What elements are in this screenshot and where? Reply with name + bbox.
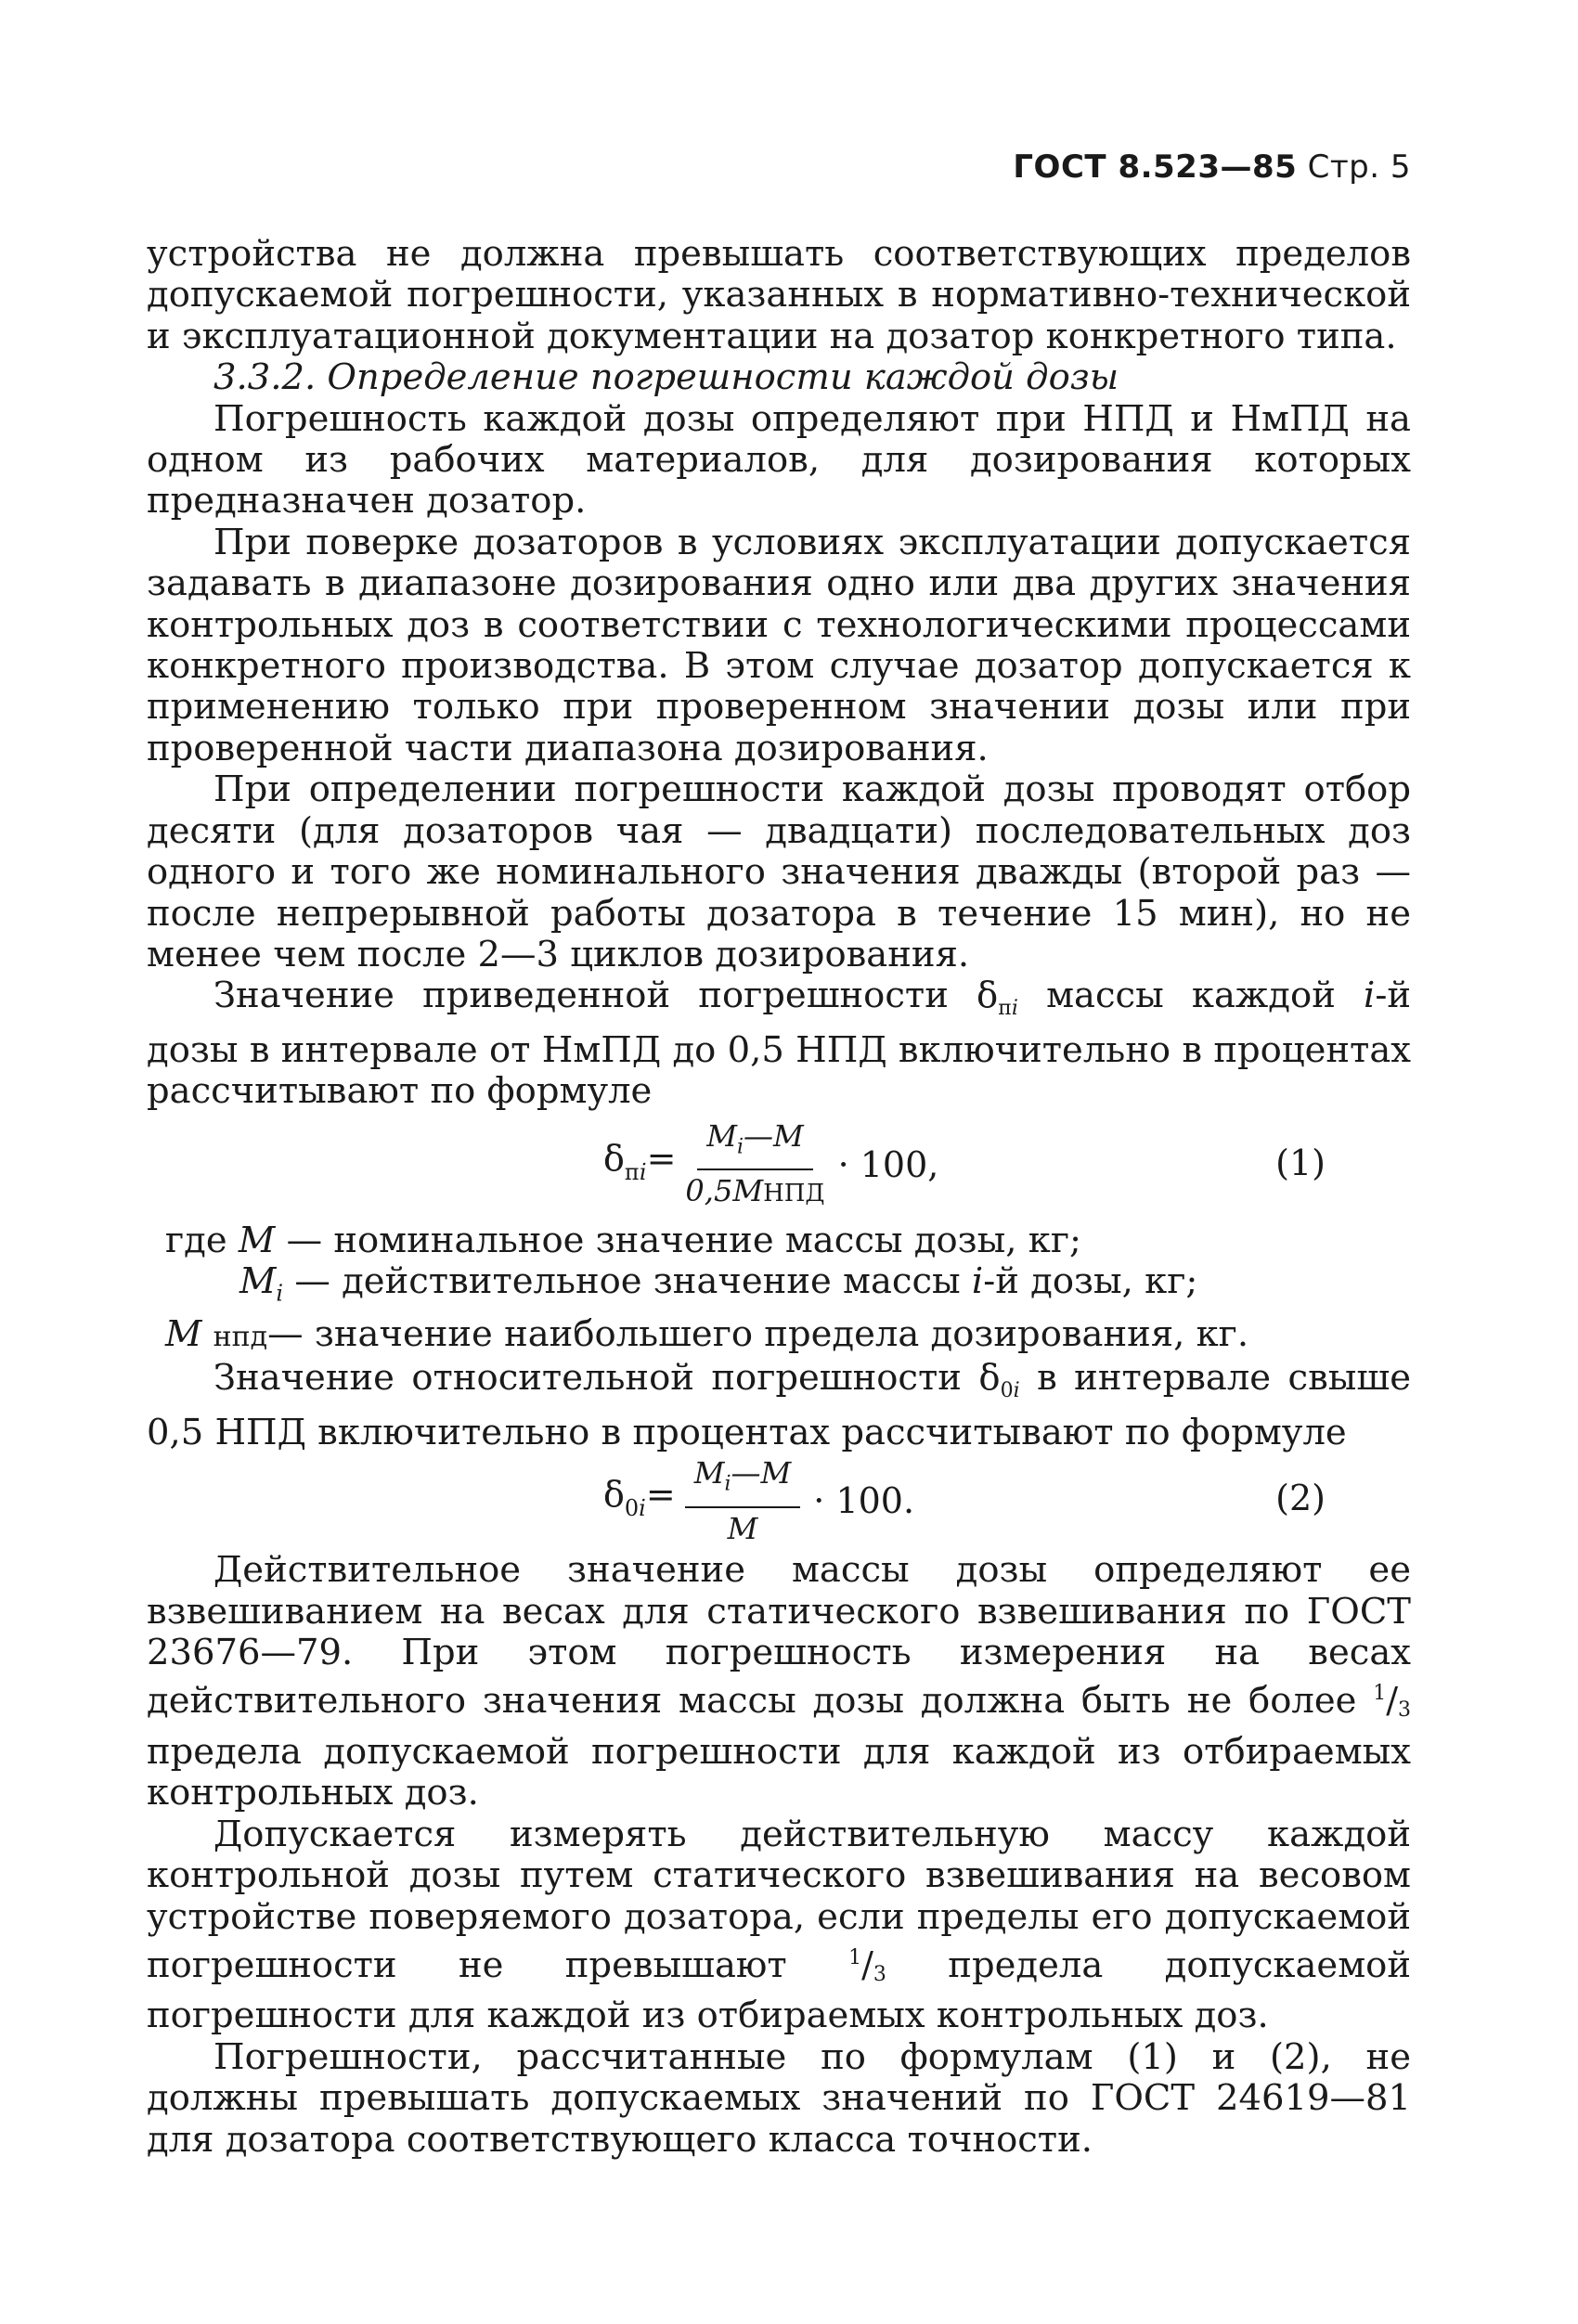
section-heading: 3.3.2. Определение погрешности каждой дозы xyxy=(213,356,1119,399)
paragraph-npd: Погрешность каждой дозы определяют при НПД и НмПД на одном из рабочих материалов, для дозирования которых предназначен дозатор. xyxy=(147,397,1411,523)
formula-2-numerator: $M_i—M$ xyxy=(685,1455,801,1507)
page-number: Стр. 5 xyxy=(1307,148,1411,186)
paragraph-sampling: При определении погрешности каждой дозы проводят отбор десяти (для дозаторов чая — двадцати) последовательных доз одного и того же номинального значения дважды (второй раз — после непрерывной работы дозатора в течение 15 мин), но не менее чем после 2—3 циклов дозирования. xyxy=(147,768,1411,975)
formula-1-multiplier: · 100, xyxy=(837,1144,939,1186)
formula-1 xyxy=(147,1113,1411,1220)
formula-2 xyxy=(147,1453,1411,1550)
formula-1-numerator: $M_i—M$ xyxy=(697,1118,813,1170)
formula-2-denominator: M xyxy=(727,1510,758,1546)
formula-2-multiplier: · 100. xyxy=(813,1480,915,1522)
paragraph-measuring: Допускается измерять действительную массу каждой контрольной дозы путем статического взвешивания на весовом устройстве поверяемого дозатора, если пределы его допускаемой погрешности не превышают $^1/_3$ предела допускаемой погрешности для каждой из отбираемых контрольных доз. xyxy=(147,1813,1411,2037)
standard-number: ГОСТ 8.523—85 xyxy=(1013,148,1298,186)
formula-1-lhs: $\delta_{пi}=$ xyxy=(603,1137,677,1185)
paragraph-relative-error: Значение относительной погрешности $\delta_{0i}$ в интервале свыше 0,5 НПД включительно в процентах рассчитывают по формуле xyxy=(147,1357,1411,1453)
where-line-1: где M — номинальное значение массы дозы, кг; xyxy=(165,1219,1081,1261)
fraction-one-third-2: $^1/_3$ xyxy=(848,1943,886,1986)
paragraph-weighing: Действительное значение массы дозы определяют ее взвешиванием на весах для статического взвешивания по ГОСТ 23676—79. При этом погрешность измерения на весах действительного значения массы дозы должна быть не более $^1/_3$ предела допускаемой погрешности для каждой из отбираемых контрольных доз. xyxy=(147,1549,1411,1814)
formula-1-fraction xyxy=(685,1118,824,1212)
where-line-2: $M_i$ — действительное значение массы i-й дозы, кг; xyxy=(239,1259,1198,1307)
fraction-one-third: $^1/_3$ xyxy=(1373,1680,1411,1723)
delta-symbol: $\delta_{пi}$ xyxy=(977,975,1018,1021)
formula-2-fraction xyxy=(685,1455,801,1546)
page-header xyxy=(1013,148,1411,186)
where-line-3: M нпд— значение наибольшего предела дозирования, кг. xyxy=(165,1313,1249,1356)
paragraph-reduced-error: Значение приведенной погрешности $\delta_{пi}$ массы каждой i-й дозы в интервале от НмПД до 0,5 НПД включительно в процентах рассчитывают по формуле xyxy=(147,975,1411,1113)
formula-1-denominator: 0,5MНПД xyxy=(685,1172,825,1208)
formula-1-number: (1) xyxy=(1275,1142,1326,1183)
delta-symbol-relative: $\delta_{0i}$ xyxy=(978,1357,1020,1403)
body-text xyxy=(147,234,1411,2161)
paragraph-continuation: устройства не должна превышать соответствующих пределов допускаемой погрешности, указанных в нормативно-технической и эксплуатационной документации на дозатор конкретного типа. xyxy=(147,233,1411,357)
formula-2-number: (2) xyxy=(1275,1478,1326,1519)
formula-2-lhs: $\delta_{0i}=$ xyxy=(603,1473,676,1521)
paragraph-conclusion: Погрешности, рассчитанные по формулам (1) и (2), не должны превышать допускаемых значений по ГОСТ 24619—81 для дозатора соответствующего класса точности. xyxy=(147,2035,1411,2161)
paragraph-verification: При поверке дозаторов в условиях эксплуатации допускается задавать в диапазоне дозирования одно или два других значения контрольных доз в соответствии с технологическими процессами конкретного производства. В этом случае дозатор допускается к применению только при проверенном значении дозы или при проверенной части диапазона дозирования. xyxy=(147,521,1411,769)
